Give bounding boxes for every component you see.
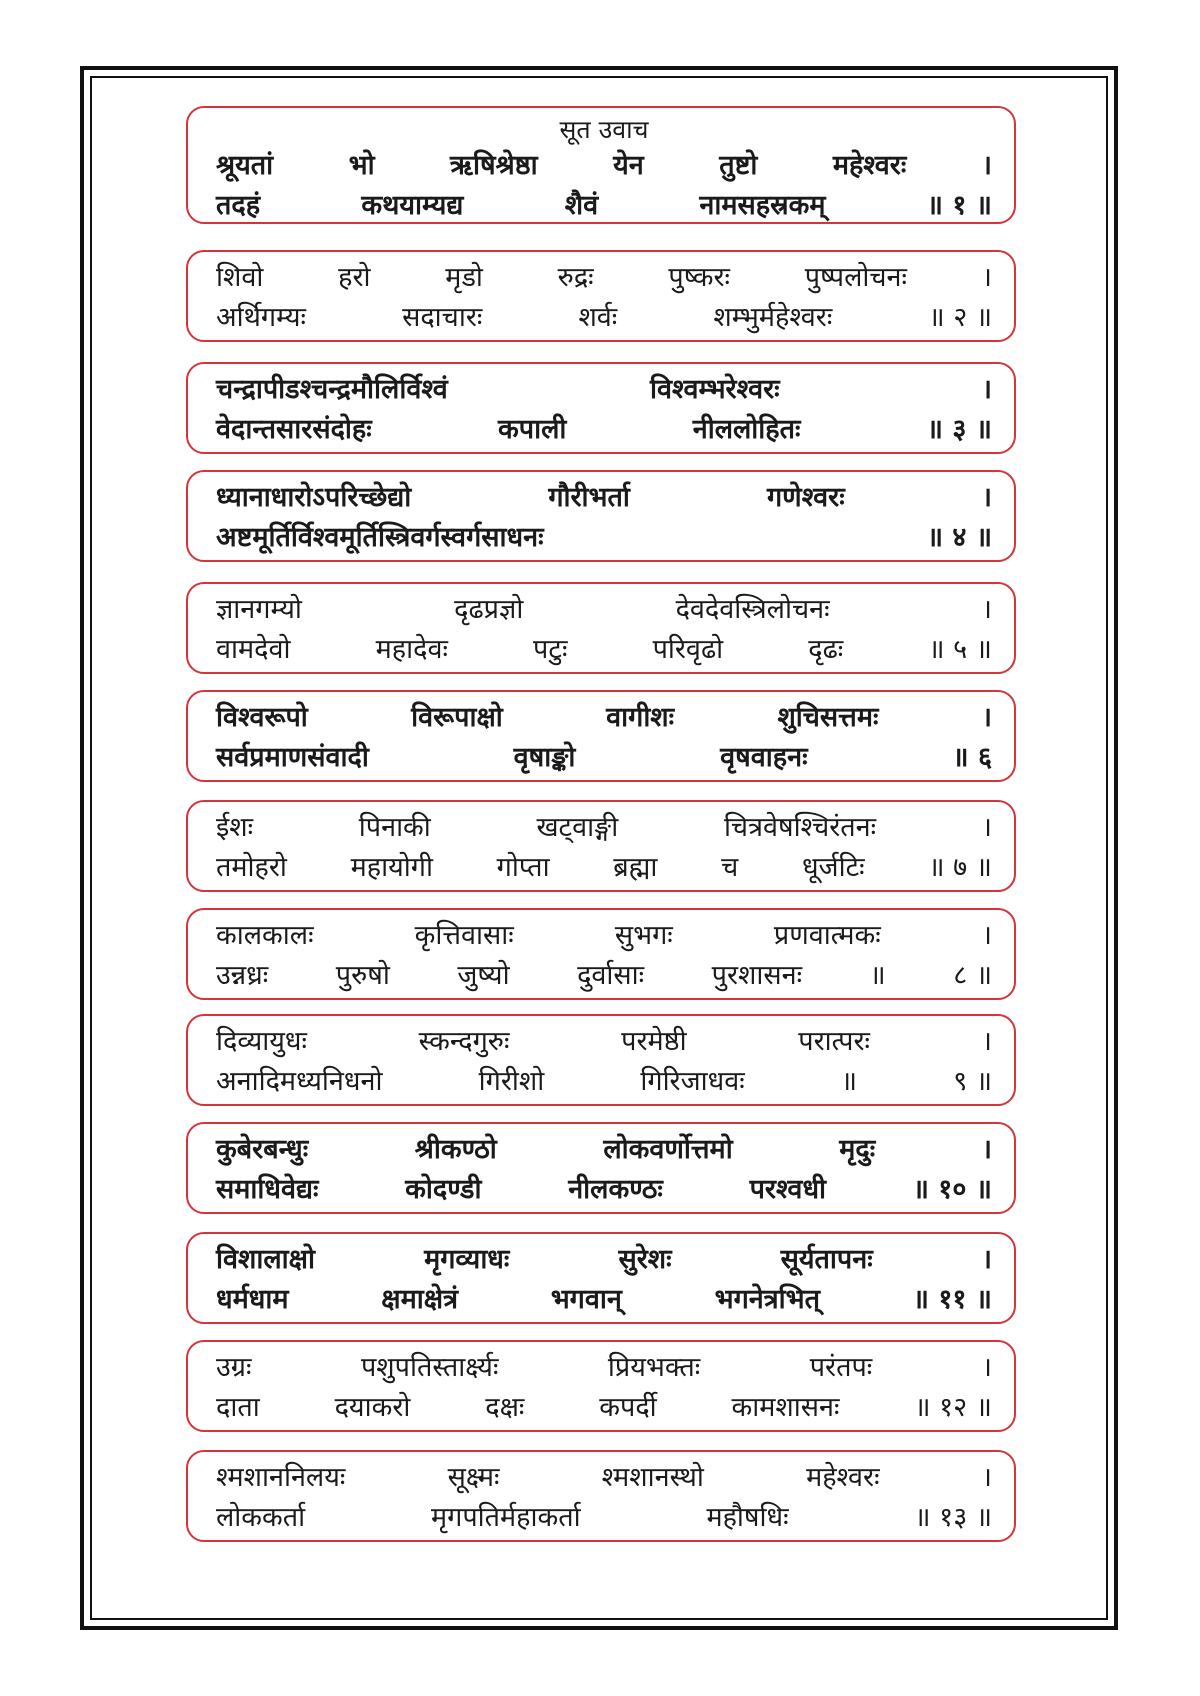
verse-word: सुभगः (614, 920, 673, 951)
verse-line (216, 146, 992, 186)
verse-word: पुष्करः (668, 262, 730, 293)
verse-word: महादेवः (375, 634, 448, 665)
verse-word: समाधिवेद्यः (216, 1174, 319, 1205)
verse-word: विश्वरूपो (216, 702, 308, 733)
verse-word: । (981, 920, 992, 951)
verse-line (216, 1130, 992, 1170)
verse-line (216, 698, 992, 738)
verse-word: लोककर्ता (216, 1502, 306, 1533)
verse-word: मृगपतिर्महाकर्ता (430, 1502, 581, 1533)
verse-box-6 (186, 690, 1016, 782)
verse-word: दक्षः (485, 1392, 525, 1423)
verse-word: महायोगी (350, 852, 433, 883)
verse-word: पुरुषो (335, 960, 390, 991)
verse-word: कथयाम्यद्य (361, 190, 464, 221)
verse-word: ज्ञानगम्यो (216, 594, 302, 625)
verse-word: गौरीभर्ता (548, 482, 630, 513)
verse-word: ॥ २ ॥ (928, 302, 992, 333)
verse-word: गिरीशो (478, 1066, 545, 1097)
verse-word: चित्रवेषश्चिरंतनः (723, 812, 877, 843)
verse-word: पुष्पलोचनः (804, 262, 907, 293)
verse-word: स्कन्दगुरुः (418, 1026, 510, 1057)
verse-word: ॥ ५ ॥ (928, 634, 992, 665)
verse-line (216, 848, 992, 888)
verse-line (216, 1170, 992, 1210)
verse-word: पटुः (533, 634, 568, 665)
verse-word: नीललोहितः (692, 414, 801, 445)
verse-word: कपर्दी (599, 1392, 657, 1423)
verse-word: ॥ १ ॥ (926, 190, 992, 221)
verse-box-1 (186, 106, 1016, 224)
verse-line (216, 808, 992, 848)
verse-line (216, 298, 992, 338)
verse-word: ॥ १० ॥ (912, 1174, 992, 1205)
verse-box-7 (186, 800, 1016, 892)
verse-line (216, 1458, 992, 1498)
verse-box-11 (186, 1232, 1016, 1324)
verse-word: मृडो (445, 262, 483, 293)
verse-word: गोप्ता (496, 852, 550, 883)
verse-word: ध्यानाधारोऽपरिच्छेद्यो (216, 482, 412, 513)
verse-word: क्षमाक्षेत्रं (381, 1284, 458, 1315)
verse-word: शुचिसत्तमः (777, 702, 879, 733)
verse-line (216, 1062, 992, 1102)
verse-word: । (981, 150, 992, 181)
verse-box-3 (186, 362, 1016, 454)
verse-word: तुष्टो (719, 150, 758, 181)
verse-word: ॥ ६ (952, 742, 992, 773)
verse-word: ॥ १३ ॥ (914, 1502, 992, 1533)
verse-word: कालकालः (216, 920, 314, 951)
verse-box-2 (186, 250, 1016, 342)
verse-box-10 (186, 1122, 1016, 1214)
verse-line (216, 1022, 992, 1062)
verse-line (216, 1498, 992, 1538)
verse-word: जुष्यो (457, 960, 510, 991)
verse-word: शम्भुर्महेश्वरः (713, 302, 833, 333)
verse-word: प्रणवात्मकः (773, 920, 881, 951)
verse-word: लोकवर्णोत्तमो (603, 1134, 733, 1165)
verse-word: विशालाक्षो (216, 1244, 316, 1275)
verse-word: रुद्रः (557, 262, 594, 293)
verse-word: । (981, 374, 992, 405)
verse-word: विरूपाक्षो (411, 702, 503, 733)
verse-word: शैवं (564, 190, 599, 221)
verse-word: श्रीकण्ठो (414, 1134, 497, 1165)
verse-word: ९ ॥ (953, 1066, 992, 1097)
verse-word: सदाचारः (402, 302, 483, 333)
verse-word: दृढप्रज्ञो (454, 594, 524, 625)
verse-word: भो (348, 150, 375, 181)
verse-word: शिवो (216, 262, 264, 293)
verse-box-13 (186, 1450, 1016, 1542)
verse-line (216, 1348, 992, 1388)
verse-line (216, 1280, 992, 1320)
verse-word: ॥ ११ ॥ (912, 1284, 992, 1315)
verse-line (216, 518, 992, 558)
verse-word: ॥ (869, 960, 886, 991)
verse-word: सूक्ष्मः (447, 1462, 500, 1493)
verse-word: तदहं (216, 190, 261, 221)
verse-box-9 (186, 1014, 1016, 1106)
verse-word: । (981, 1134, 992, 1165)
verse-word: श्मशानस्थो (601, 1462, 704, 1493)
verse-word: वृषाङ्को (513, 742, 576, 773)
verse-word: दुर्वासाः (577, 960, 645, 991)
verse-word: देवदेवस्त्रिलोचनः (675, 594, 830, 625)
verse-word: महौषधिः (706, 1502, 789, 1533)
verse-line (216, 370, 992, 410)
verse-word: परमेष्ठी (621, 1026, 687, 1057)
verse-line (216, 590, 992, 630)
verse-box-5 (186, 582, 1016, 674)
verse-word: मृदुः (839, 1134, 876, 1165)
verse-line (216, 1388, 992, 1428)
verse-word: चन्द्रापीडश्चन्द्रमौलिर्विश्वं (216, 374, 448, 405)
verse-word: । (981, 1352, 992, 1383)
verse-word: ॥ ४ ॥ (926, 522, 992, 553)
verse-word: कृत्तिवासाः (414, 920, 514, 951)
verse-word: वामदेवो (216, 634, 291, 665)
verse-word: श्मशाननिलयः (216, 1462, 346, 1493)
verse-word: धूर्जटिः (801, 852, 865, 883)
verse-line (216, 478, 992, 518)
verse-word: । (981, 1244, 992, 1275)
verse-word: अनादिमध्यनिधनो (216, 1066, 383, 1097)
verse-word: दिव्यायुधः (216, 1026, 307, 1057)
verse-word: ८ ॥ (953, 960, 992, 991)
verse-word: प्रियभक्तः (607, 1352, 701, 1383)
verse-line (216, 956, 992, 996)
verse-word: दाता (216, 1392, 260, 1423)
verse-word: सुरेशः (618, 1244, 672, 1275)
verse-word: नामसहस्रकम् (699, 190, 826, 221)
verse-word: भगवान् (550, 1284, 622, 1315)
verse-word: ईशः (216, 812, 254, 843)
verse-word: ऋषिश्रेष्ठा (450, 150, 538, 181)
verse-word: । (981, 1462, 992, 1493)
verse-box-8 (186, 908, 1016, 1000)
verse-word: पशुपतिस्तार्क्ष्यः (360, 1352, 499, 1383)
verse-heading: सूत उवाच (559, 115, 649, 144)
verse-word: पुरशासनः (711, 960, 803, 991)
verse-line (216, 738, 992, 778)
verse-word: परंतपः (809, 1352, 873, 1383)
verse-word: ब्रह्मा (613, 852, 658, 883)
verse-word: वेदान्तसारसंदोहः (216, 414, 372, 445)
verse-word: विश्वम्भरेश्वरः (649, 374, 780, 405)
verse-word: कुबेरबन्धुः (216, 1134, 309, 1165)
verse-word: । (981, 1026, 992, 1057)
verse-word: दयाकरो (334, 1392, 411, 1423)
verse-word: भगनेत्रभित् (714, 1284, 821, 1315)
verse-word: सूर्यतापनः (780, 1244, 873, 1275)
verse-word: शर्वः (578, 302, 618, 333)
verse-word: महेश्वरः (806, 1462, 880, 1493)
verse-word: हरो (338, 262, 371, 293)
verse-word: च (721, 852, 739, 883)
verse-word: उग्रः (216, 1352, 252, 1383)
verse-word: । (981, 262, 992, 293)
verse-word: अष्टमूर्तिर्विश्वमूर्तिस्त्रिवर्गस्वर्गसाधनः (216, 522, 544, 553)
verse-word: ॥ १२ ॥ (914, 1392, 992, 1423)
verse-line (216, 186, 992, 226)
verse-word: । (981, 594, 992, 625)
verse-line (216, 916, 992, 956)
verse-word: महेश्वरः (832, 150, 907, 181)
verse-word: परिवृढो (652, 634, 724, 665)
verse-word: । (981, 482, 992, 513)
verse-word: पिनाकी (358, 812, 431, 843)
verse-line (216, 410, 992, 450)
verse-word: मृगव्याधः (424, 1244, 510, 1275)
verse-word: दृढः (808, 634, 844, 665)
verse-line (216, 630, 992, 670)
verse-word: उन्नध्रः (216, 960, 269, 991)
verse-word: धर्मधाम (216, 1284, 289, 1315)
verse-word: वागीशः (606, 702, 675, 733)
verse-word: गिरिजाधवः (640, 1066, 745, 1097)
verse-box-12 (186, 1340, 1016, 1432)
verse-word: सर्वप्रमाणसंवादी (216, 742, 369, 773)
verse-word: नीलकण्ठः (568, 1174, 663, 1205)
verse-word: परश्वधी (749, 1174, 827, 1205)
verse-word: । (981, 812, 992, 843)
verse-word: ॥ ३ ॥ (926, 414, 992, 445)
verse-line (216, 1240, 992, 1280)
verse-word: कोदण्डी (405, 1174, 482, 1205)
verse-word: अर्थिगम्यः (216, 302, 306, 333)
verse-box-4 (186, 470, 1016, 562)
verse-word: ॥ ७ ॥ (928, 852, 992, 883)
verse-word: कामशासनः (731, 1392, 840, 1423)
verse-word: वृषवाहनः (720, 742, 808, 773)
verse-word: गणेश्वरः (766, 482, 845, 513)
verse-line (216, 258, 992, 298)
verse-word: खट्वाङ्गी (536, 812, 619, 843)
verse-word: येन (613, 150, 644, 181)
verse-word: परात्परः (798, 1026, 870, 1057)
verse-word: ॥ (840, 1066, 858, 1097)
verse-word: श्रूयतां (216, 150, 274, 181)
verse-word: । (981, 702, 992, 733)
verse-word: तमोहरो (216, 852, 287, 883)
verse-word: कपाली (498, 414, 567, 445)
